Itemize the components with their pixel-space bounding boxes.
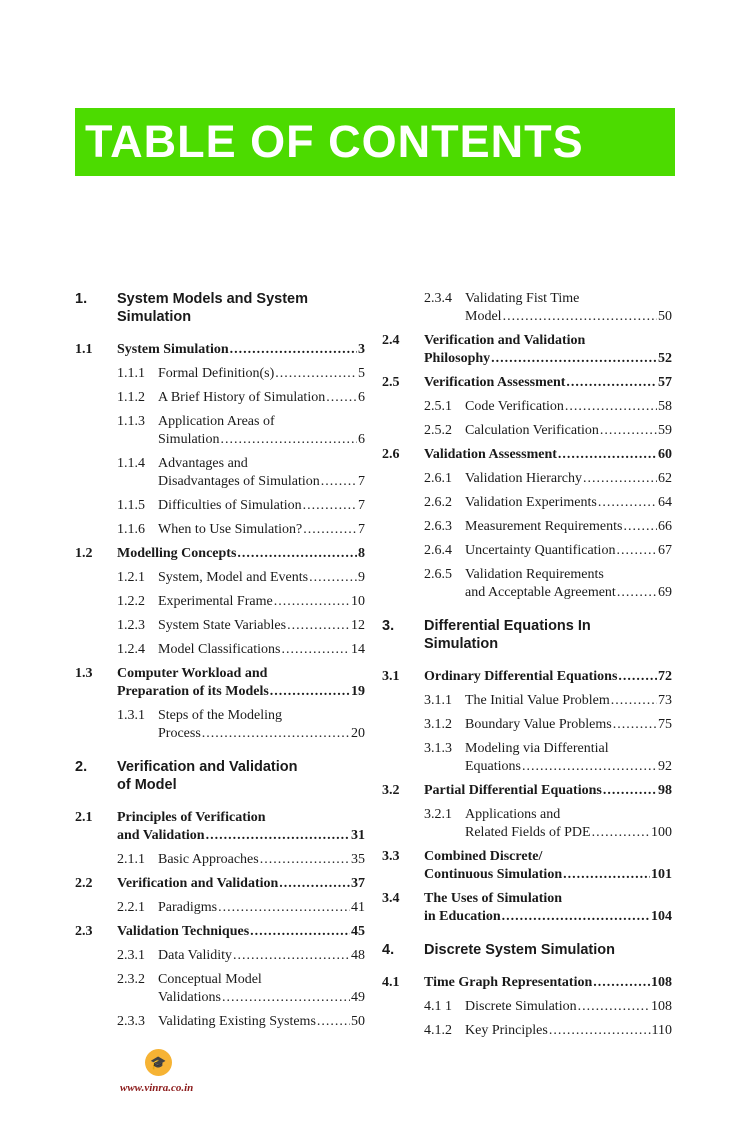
- dot-leader: [611, 692, 657, 710]
- toc-sub[interactable]: [382, 806, 672, 842]
- toc-title: The Uses of Simulation: [424, 891, 563, 906]
- toc-sub[interactable]: [75, 569, 365, 587]
- toc-sub[interactable]: [75, 851, 365, 869]
- toc-title: Process: [158, 726, 201, 741]
- toc-chapter: [75, 758, 365, 794]
- toc-section[interactable]: [75, 923, 365, 941]
- toc-page-number: 72: [658, 669, 672, 684]
- toc-sub[interactable]: [382, 692, 672, 710]
- toc-number: 3.4: [382, 891, 400, 906]
- toc-page-number: 12: [351, 618, 365, 633]
- dot-leader: [618, 668, 657, 686]
- toc-sub[interactable]: [75, 971, 365, 1007]
- dot-leader: [502, 908, 650, 926]
- toc-number: 1.1.4: [117, 456, 145, 471]
- toc-page-number: 7: [358, 474, 365, 489]
- toc-title: Verification and Validation: [117, 876, 279, 891]
- dot-leader: [578, 998, 650, 1016]
- toc-page-number: 92: [658, 759, 672, 774]
- toc-page-number: 6: [358, 390, 365, 405]
- toc-sub[interactable]: [382, 290, 672, 326]
- toc-title: Modeling via Differential: [465, 741, 609, 756]
- toc-title: Time Graph Representation: [424, 975, 593, 990]
- toc-page-number: 73: [658, 693, 672, 708]
- toc-section[interactable]: [75, 809, 365, 845]
- toc-page-number: 41: [351, 900, 365, 915]
- toc-title: Model Classifications: [158, 642, 281, 657]
- toc-number: 1.2.4: [117, 642, 145, 657]
- toc-section[interactable]: [75, 545, 365, 563]
- toc-title: Verification Assessment: [424, 375, 566, 390]
- toc-number: 2.5.2: [424, 423, 452, 438]
- toc-title: Key Principles: [465, 1023, 548, 1038]
- toc-chapter: [382, 617, 672, 653]
- dot-leader: [522, 758, 657, 776]
- toc-section[interactable]: [382, 668, 672, 686]
- toc-number: 1.1.6: [117, 522, 145, 537]
- toc-title: and Validation: [117, 828, 205, 843]
- toc-page-number: 7: [358, 522, 365, 537]
- toc-number: 2.2.1: [117, 900, 145, 915]
- toc-number: 3.: [382, 618, 395, 634]
- toc-sub[interactable]: [382, 422, 672, 440]
- toc-right-column: [382, 290, 672, 1046]
- dot-leader: [282, 641, 351, 659]
- toc-title: Verification and Validation: [117, 759, 298, 775]
- toc-title: Equations: [465, 759, 521, 774]
- toc-number: 1.2.3: [117, 618, 145, 633]
- toc-number: 2.6.4: [424, 543, 452, 558]
- toc-page-number: 66: [658, 519, 672, 534]
- toc-title: Experimental Frame: [158, 594, 273, 609]
- dot-leader: [220, 431, 357, 449]
- toc-sub[interactable]: [75, 365, 365, 383]
- toc-page-number: 7: [358, 498, 365, 513]
- toc-number: 1.1.1: [117, 366, 145, 381]
- toc-page-number: 110: [651, 1023, 672, 1038]
- dot-leader: [287, 617, 350, 635]
- toc-page-number: 101: [651, 867, 672, 882]
- dot-leader: [583, 470, 657, 488]
- toc-title: Principles of Verification: [117, 810, 266, 825]
- toc-number: 2.3.2: [117, 972, 145, 987]
- toc-sub[interactable]: [75, 707, 365, 743]
- toc-title: Simulation: [424, 636, 499, 652]
- toc-number: 2.6.3: [424, 519, 452, 534]
- toc-section[interactable]: [382, 848, 672, 884]
- dot-leader: [303, 497, 357, 515]
- dot-leader: [230, 341, 357, 359]
- toc-title: System State Variables: [158, 618, 287, 633]
- toc-number: 1.3.1: [117, 708, 145, 723]
- toc-number: 2.: [75, 759, 88, 775]
- toc-sub[interactable]: [382, 542, 672, 560]
- dot-leader: [222, 989, 350, 1007]
- toc-sub[interactable]: [382, 740, 672, 776]
- toc-sub[interactable]: [382, 518, 672, 536]
- toc-number: 3.1: [382, 669, 400, 684]
- dot-leader: [593, 974, 650, 992]
- toc-title: Formal Definition(s): [158, 366, 275, 381]
- dot-leader: [616, 542, 657, 560]
- toc-page-number: 31: [351, 828, 365, 843]
- toc-title: Computer Workload and: [117, 666, 268, 681]
- dot-leader: [250, 923, 350, 941]
- toc-title: Disadvantages of Simulation: [158, 474, 320, 489]
- dot-leader: [270, 683, 350, 701]
- dot-leader: [565, 398, 657, 416]
- toc-number: 3.2.1: [424, 807, 452, 822]
- dot-leader: [279, 875, 350, 893]
- toc-sub[interactable]: [382, 716, 672, 734]
- dot-leader: [326, 389, 357, 407]
- toc-title: Application Areas of: [158, 414, 275, 429]
- toc-section[interactable]: [382, 782, 672, 800]
- toc-title: The Initial Value Problem: [465, 693, 610, 708]
- toc-sub[interactable]: [75, 497, 365, 515]
- toc-sub[interactable]: [382, 1022, 672, 1040]
- toc-title: Ordinary Differential Equations: [424, 669, 618, 684]
- toc-page-number: 8: [358, 546, 365, 561]
- toc-section[interactable]: [382, 374, 672, 392]
- toc-title: Paradigms: [158, 900, 218, 915]
- dot-leader: [309, 569, 357, 587]
- dot-leader: [566, 374, 657, 392]
- toc-number: 3.1.1: [424, 693, 452, 708]
- toc-number: 3.2: [382, 783, 400, 798]
- toc-title: When to Use Simulation?: [158, 522, 303, 537]
- toc-page-number: 69: [658, 585, 672, 600]
- toc-sub[interactable]: [382, 998, 672, 1016]
- dot-leader: [549, 1022, 651, 1040]
- toc-number: 2.3.3: [117, 1014, 145, 1029]
- toc-page-number: 98: [658, 783, 672, 798]
- toc-section[interactable]: [382, 890, 672, 926]
- toc-title: Conceptual Model: [158, 972, 262, 987]
- toc-title: Combined Discrete/: [424, 849, 543, 864]
- toc-title: System Models and System: [117, 291, 308, 307]
- toc-title: of Model: [117, 777, 177, 793]
- toc-sub[interactable]: [75, 641, 365, 659]
- toc-number: 3.3: [382, 849, 400, 864]
- toc-title: Validation Requirements: [465, 567, 604, 582]
- toc-title: Difficulties of Simulation: [158, 498, 302, 513]
- toc-page-number: 5: [358, 366, 365, 381]
- toc-page-number: 10: [351, 594, 365, 609]
- toc-title: Steps of the Modeling: [158, 708, 283, 723]
- toc-title: Verification and Validation: [424, 333, 586, 348]
- toc-number: 2.6.5: [424, 567, 452, 582]
- toc-number: 2.6.1: [424, 471, 452, 486]
- dot-leader: [491, 350, 657, 368]
- toc-sub[interactable]: [75, 1013, 365, 1031]
- toc-title: Boundary Value Problems: [465, 717, 612, 732]
- toc-sub[interactable]: [75, 389, 365, 407]
- toc-section[interactable]: [75, 875, 365, 893]
- toc-page-number: 6: [358, 432, 365, 447]
- toc-title: A Brief History of Simulation: [158, 390, 326, 405]
- dot-leader: [260, 851, 350, 869]
- toc-page-number: 62: [658, 471, 672, 486]
- toc-title: Validating Existing Systems: [158, 1014, 316, 1029]
- toc-page-number: 64: [658, 495, 672, 510]
- toc-number: 4.1: [382, 975, 400, 990]
- toc-title: Validations: [158, 990, 221, 1005]
- dot-leader: [558, 446, 657, 464]
- toc-page-number: 37: [351, 876, 365, 891]
- toc-sub[interactable]: [75, 899, 365, 917]
- toc-title: Applications and: [465, 807, 561, 822]
- toc-title: Differential Equations In: [424, 618, 591, 634]
- toc-section[interactable]: [75, 665, 365, 701]
- dot-leader: [303, 521, 357, 539]
- toc-title: System, Model and Events: [158, 570, 309, 585]
- toc-sub[interactable]: [382, 398, 672, 416]
- dot-leader: [275, 365, 357, 383]
- toc-sub[interactable]: [75, 947, 365, 965]
- toc-title: Continuous Simulation: [424, 867, 563, 882]
- toc-sub[interactable]: [75, 617, 365, 635]
- toc-number: 4.1 1: [424, 999, 452, 1014]
- toc-sub[interactable]: [382, 566, 672, 602]
- toc-page-number: 50: [351, 1014, 365, 1029]
- toc-number: 1.1: [75, 342, 93, 357]
- toc-page-number: 100: [651, 825, 672, 840]
- dot-leader: [274, 593, 350, 611]
- toc-number: 1.3: [75, 666, 93, 681]
- toc-page-number: 108: [651, 975, 672, 990]
- dot-leader: [503, 308, 657, 326]
- toc-number: 3.1.2: [424, 717, 452, 732]
- dot-leader: [233, 947, 350, 965]
- toc-page-number: 3: [358, 342, 365, 357]
- toc-title: Preparation of its Models: [117, 684, 269, 699]
- page-title: TABLE OF CONTENTS: [85, 116, 584, 167]
- toc-title: Data Validity: [158, 948, 233, 963]
- toc-title: Validation Techniques: [117, 924, 250, 939]
- toc-sub[interactable]: [75, 413, 365, 449]
- toc-number: 1.1.3: [117, 414, 145, 429]
- toc-page-number: 75: [658, 717, 672, 732]
- dot-leader: [237, 545, 357, 563]
- dot-leader: [321, 473, 357, 491]
- toc-page-number: 48: [351, 948, 365, 963]
- toc-number: 2.2: [75, 876, 93, 891]
- toc-section[interactable]: [382, 446, 672, 464]
- toc-page-number: 60: [658, 447, 672, 462]
- dot-leader: [613, 716, 657, 734]
- dot-leader: [600, 422, 657, 440]
- toc-page-number: 58: [658, 399, 672, 414]
- toc-title: Modelling Concepts: [117, 546, 237, 561]
- toc-title: Advantages and: [158, 456, 248, 471]
- dot-leader: [623, 518, 657, 536]
- toc-title: in Education: [424, 909, 501, 924]
- toc-page-number: 52: [658, 351, 672, 366]
- graduation-cap-icon: 🎓: [145, 1049, 172, 1076]
- toc-page-number: 14: [351, 642, 365, 657]
- toc-title: Validation Experiments: [465, 495, 597, 510]
- toc-page-number: 19: [351, 684, 365, 699]
- toc-title: Code Verification: [465, 399, 564, 414]
- toc-page-number: 35: [351, 852, 365, 867]
- toc-sub[interactable]: [382, 470, 672, 488]
- toc-title: and Acceptable Agreement: [465, 585, 616, 600]
- toc-number: 1.1.5: [117, 498, 145, 513]
- toc-page-number: 108: [651, 999, 672, 1014]
- toc-title: Measurement Requirements: [465, 519, 623, 534]
- toc-title: Model: [465, 309, 502, 324]
- toc-page-number: 49: [351, 990, 365, 1005]
- toc-section[interactable]: [75, 341, 365, 359]
- toc-banner: [75, 108, 675, 176]
- toc-page-number: 57: [658, 375, 672, 390]
- toc-number: 1.1.2: [117, 390, 145, 405]
- toc-page-number: 104: [651, 909, 672, 924]
- toc-number: 4.: [382, 942, 395, 958]
- dot-leader: [317, 1013, 350, 1031]
- dot-leader: [592, 824, 650, 842]
- toc-page-number: 20: [351, 726, 365, 741]
- dot-leader: [202, 725, 350, 743]
- toc-number: 2.6: [382, 447, 400, 462]
- toc-section[interactable]: [382, 974, 672, 992]
- toc-sub[interactable]: [75, 593, 365, 611]
- toc-number: 2.4: [382, 333, 400, 348]
- toc-left-column: [75, 290, 365, 1037]
- toc-number: 2.3: [75, 924, 93, 939]
- toc-page-number: 9: [358, 570, 365, 585]
- dot-leader: [206, 827, 350, 845]
- toc-title: Validation Hierarchy: [465, 471, 583, 486]
- toc-title: Calculation Verification: [465, 423, 599, 438]
- toc-number: 2.3.1: [117, 948, 145, 963]
- toc-chapter: [75, 290, 365, 326]
- toc-page-number: 59: [658, 423, 672, 438]
- toc-title: Basic Approaches: [158, 852, 259, 867]
- dot-leader: [598, 494, 657, 512]
- toc-number: 1.: [75, 291, 88, 307]
- toc-title: Partial Differential Equations: [424, 783, 602, 798]
- toc-number: 2.1: [75, 810, 93, 825]
- toc-page-number: 50: [658, 309, 672, 324]
- toc-number: 2.3.4: [424, 291, 452, 306]
- toc-page-number: 67: [658, 543, 672, 558]
- toc-title: Philosophy: [424, 351, 491, 366]
- toc-title: Validating Fist Time: [465, 291, 580, 306]
- toc-title: Validation Assessment: [424, 447, 557, 462]
- toc-title: Simulation: [117, 309, 192, 325]
- toc-number: 2.5: [382, 375, 400, 390]
- toc-number: 1.2: [75, 546, 93, 561]
- toc-title: Discrete System Simulation: [424, 942, 615, 958]
- toc-section[interactable]: [382, 332, 672, 368]
- toc-title: Uncertainty Quantification: [465, 543, 616, 558]
- toc-number: 3.1.3: [424, 741, 452, 756]
- toc-sub[interactable]: [382, 494, 672, 512]
- toc-number: 1.2.1: [117, 570, 145, 585]
- toc-sub[interactable]: [75, 455, 365, 491]
- toc-number: 4.1.2: [424, 1023, 452, 1038]
- website-link[interactable]: www.vinra.co.in: [120, 1082, 194, 1094]
- toc-title: Discrete Simulation: [465, 999, 577, 1014]
- toc-page-number: 45: [351, 924, 365, 939]
- toc-number: 2.5.1: [424, 399, 452, 414]
- toc-number: 2.6.2: [424, 495, 452, 510]
- toc-title: System Simulation: [117, 342, 229, 357]
- dot-leader: [603, 782, 657, 800]
- toc-sub[interactable]: [75, 521, 365, 539]
- toc-chapter: [382, 941, 672, 959]
- toc-number: 2.1.1: [117, 852, 145, 867]
- toc-number: 1.2.2: [117, 594, 145, 609]
- toc-title: Simulation: [158, 432, 220, 447]
- toc-title: Related Fields of PDE: [465, 825, 591, 840]
- dot-leader: [617, 584, 657, 602]
- dot-leader: [218, 899, 350, 917]
- dot-leader: [563, 866, 650, 884]
